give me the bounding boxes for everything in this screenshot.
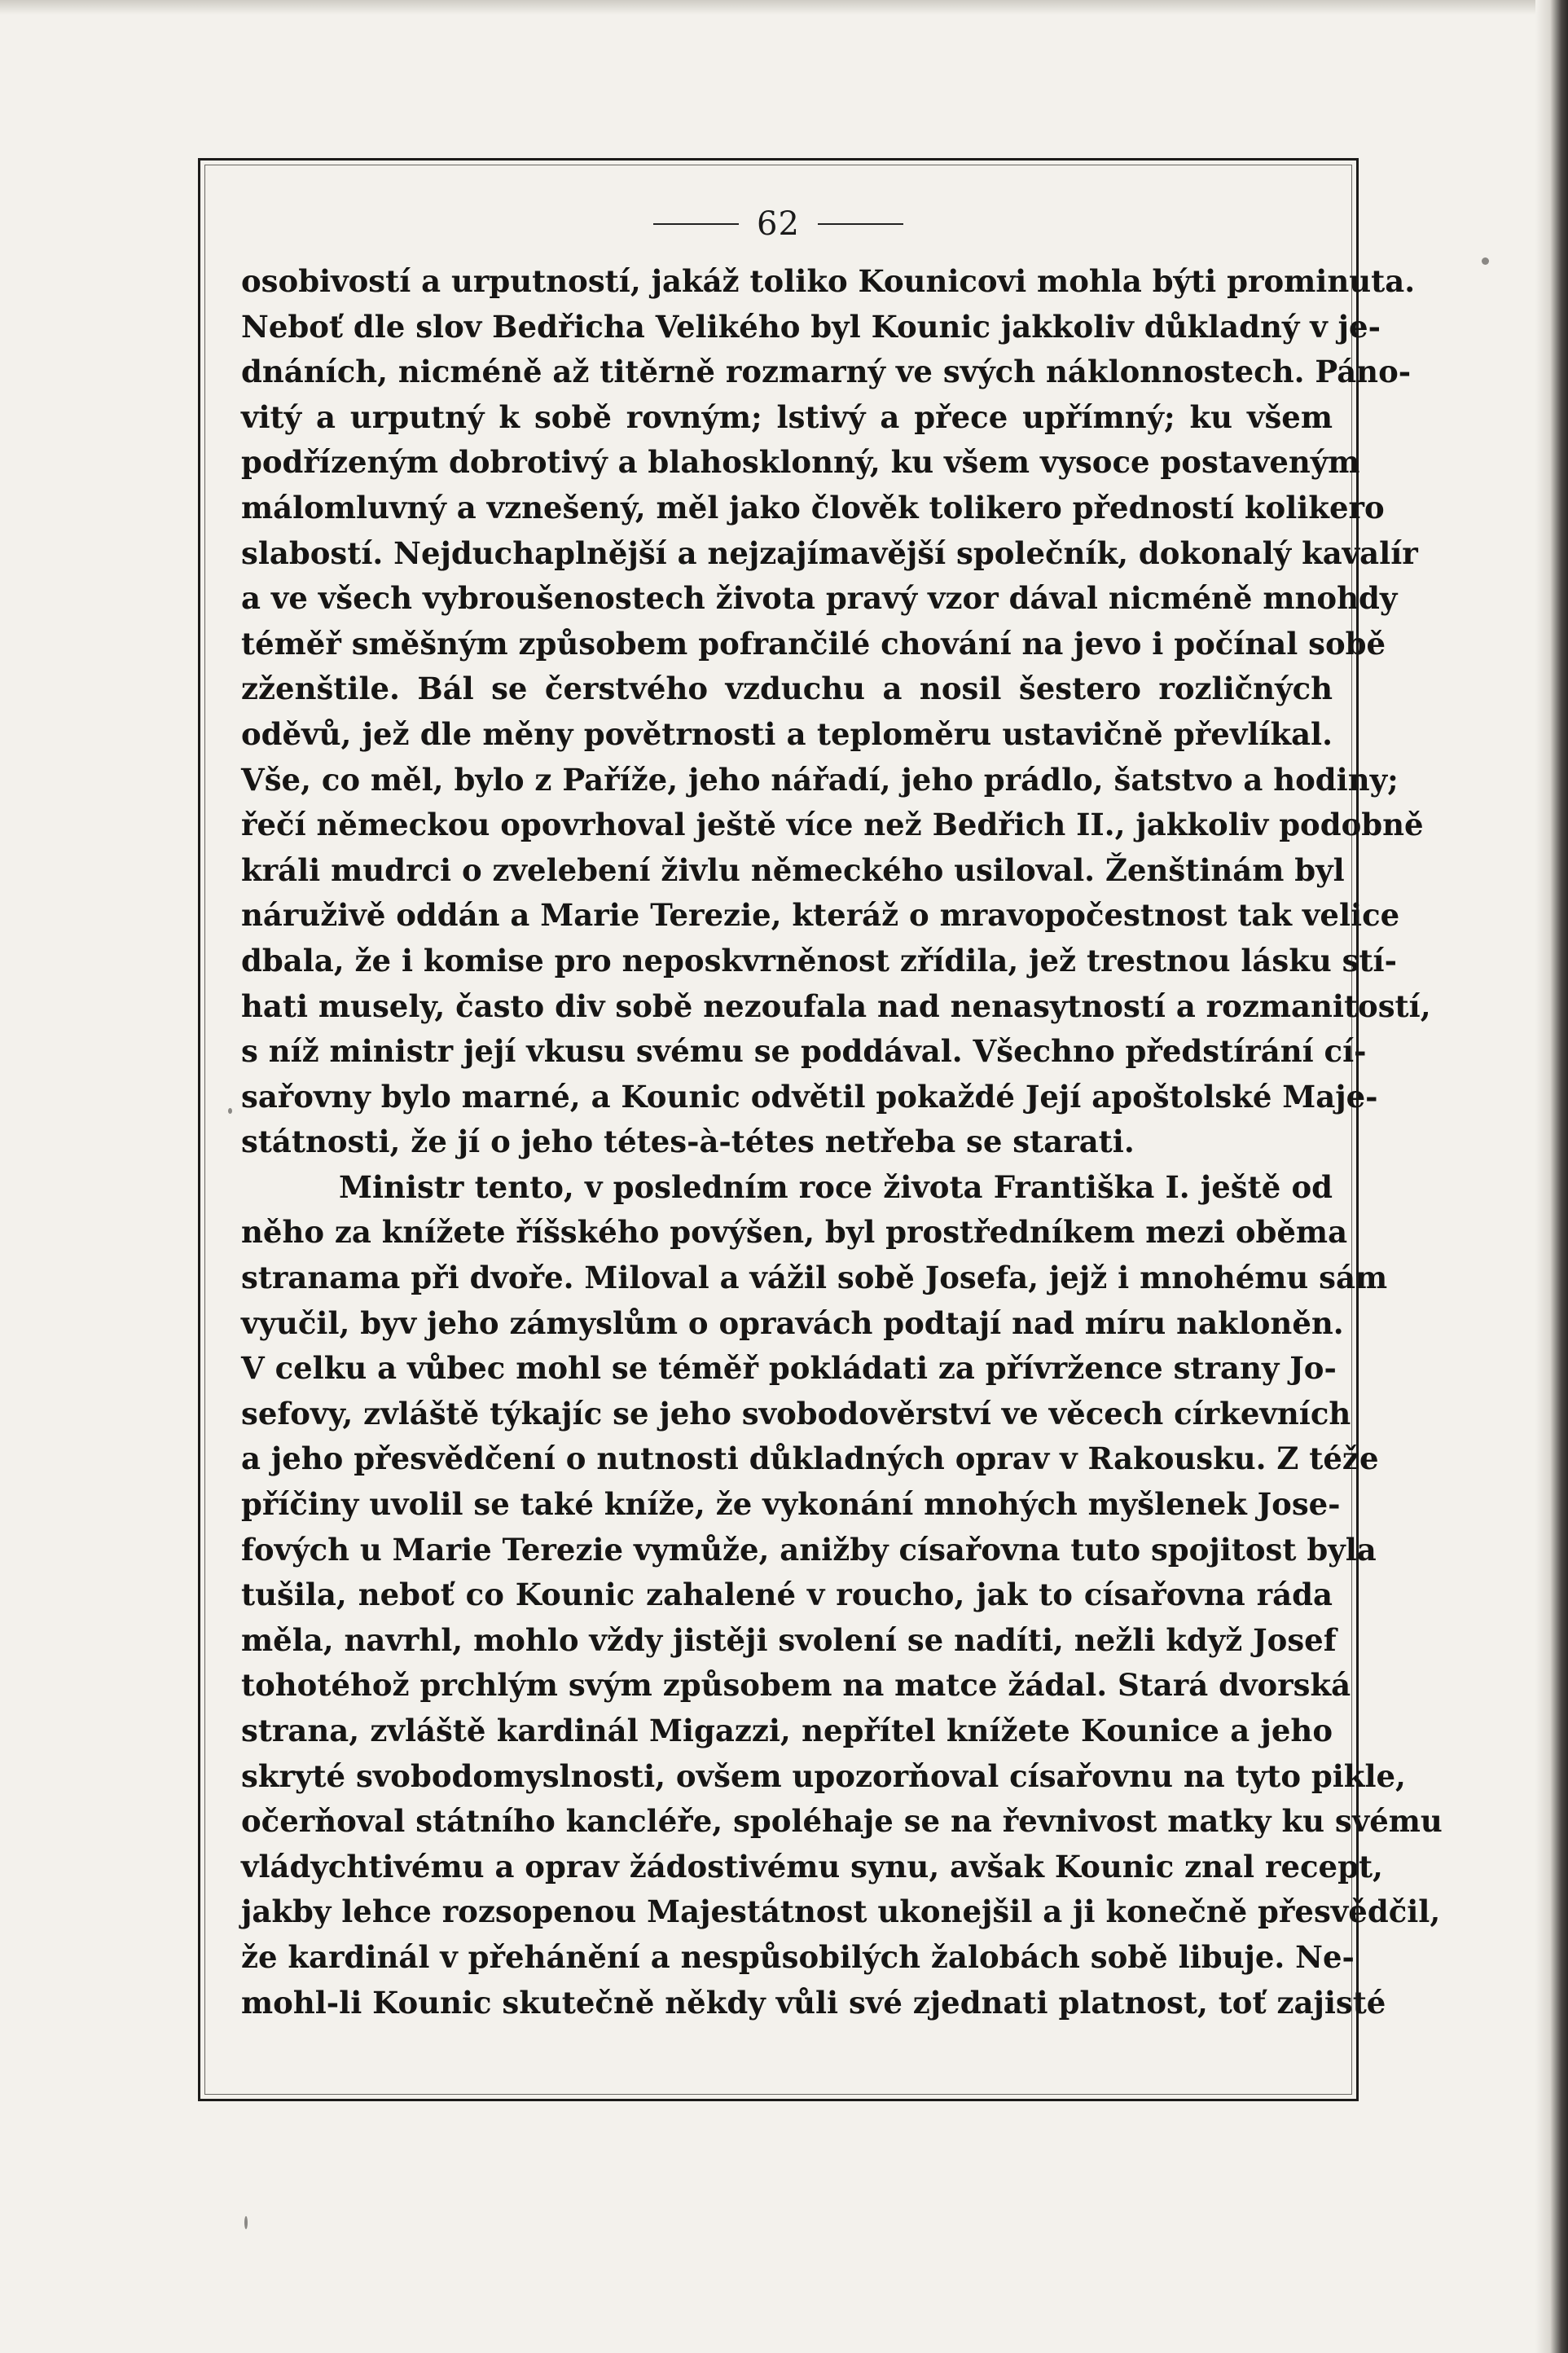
text-line: králi mudrci o zvelebení živlu německého usiloval. Ženštinám byl: [241, 851, 1345, 888]
text-line: osobivostí a urputností, jakáž toliko Kounicovi mohla býti prominuta.: [241, 263, 1416, 299]
text-line: Vše, co měl, bylo z Paříže, jeho nářadí, jeho prádlo, šatstvo a hodiny;: [241, 761, 1399, 798]
text-line: strana, zvláště kardinál Migazzi, nepřítel knížete Kounice a jeho: [241, 1713, 1333, 1748]
body-text: [241, 259, 1443, 2025]
paper-speck: [228, 1108, 232, 1114]
text-line: vyučil, byv jeho zámyslům o opravách podtají nad míru nakloněn.: [241, 1304, 1344, 1341]
paper-speck: [1482, 257, 1489, 265]
text-line: něho za knížete říšského povýšen, byl prostředníkem mezi oběma: [241, 1214, 1348, 1251]
text-line: málomluvný a vznešený, měl jako člověk tolikero předností kolikero: [241, 489, 1385, 526]
text-line: tušila, neboť co Kounic zahalené v roucho, jak to císařovna ráda: [241, 1577, 1333, 1613]
text-line: a ve všech vybroušenostech života pravý vzor dával nicméně mnohdy: [241, 580, 1398, 617]
text-line: vládychtivému a oprav žádostivému synu, avšak Kounic znal recept,: [241, 1848, 1383, 1885]
paper-speck: [244, 2216, 248, 2229]
text-line: sefovy, zvláště týkajíc se jeho svobodověrství ve věcech církevních: [241, 1395, 1351, 1432]
text-line: dnáních, nicméně až titěrně rozmarný ve svých náklonnostech. Páno-: [241, 354, 1412, 390]
text-line: V celku a vůbec mohl se téměř pokládati za přívržence strany Jo-: [241, 1350, 1337, 1387]
text-line: že kardinál v přehánění a nespůsobilých žalobách sobě libuje. Ne-: [241, 1938, 1355, 1975]
text-line-paragraph-start: Ministr tento, v posledním roce života Františka I. ještě od: [339, 1168, 1333, 1205]
text-line: Neboť dle slov Bedřicha Velikého byl Kounic jakkoliv důkladný v je-: [241, 308, 1381, 345]
text-line: a jeho přesvědčení o nutnosti důkladných oprav v Rakousku. Z téže: [241, 1440, 1379, 1477]
text-line: očerňoval státního kancléře, spoléhaje se na řevnivost matky ku svému: [241, 1803, 1443, 1840]
text-line: téměř směšným způsobem pofrančilé chování na jevo i počínal sobě: [241, 625, 1386, 662]
text-line: vitý a urputný k sobě rovným; lstivý a přece upřímný; ku všem: [241, 398, 1333, 435]
page-header: [198, 196, 1359, 253]
text-line: náruživě oddán a Marie Terezie, kteráž o mravopočestnost tak velice: [241, 897, 1400, 934]
text-line: podřízeným dobrotivý a blahosklonný, ku všem vysoce postaveným: [241, 444, 1360, 481]
text-line: příčiny uvolil se také kníže, že vykonání mnohých myšlenek Jose-: [241, 1486, 1341, 1523]
text-line: oděvů, jež dle měny povětrnosti a teploměru ustavičně převlíkal.: [241, 715, 1333, 752]
text-line: tohotéhož prchlým svým způsobem na matce žádal. Stará dvorská: [241, 1667, 1351, 1704]
text-line: skryté svobodomyslnosti, ovšem upozorňoval císařovnu na tyto pikle,: [241, 1757, 1406, 1794]
text-line: s níž ministr její vkusu svému se poddával. Všechno předstírání cí-: [241, 1033, 1367, 1070]
page-top-shadow: [0, 0, 1568, 15]
header-rule-right: [818, 223, 903, 225]
text-line: zženštile. Bál se čerstvého vzduchu a nosil šestero rozličných: [241, 671, 1333, 707]
text-line: fových u Marie Terezie vymůže, anižby císařovna tuto spojitost byla: [241, 1531, 1377, 1568]
page-number: 62: [757, 205, 800, 243]
text-line: sařovny bylo marné, a Kounic odvětil pokaždé Její apoštolské Maje-: [241, 1078, 1378, 1115]
text-line: řečí německou opovrhoval ještě více než Bedřich II., jakkoliv podobně: [241, 807, 1424, 843]
text-line: stranama při dvoře. Miloval a vážil sobě Josefa, jejž i mnohému sám: [241, 1260, 1388, 1296]
header-rule-left: [653, 223, 739, 225]
text-line: dbala, že i komise pro neposkvrněnost zřídila, jež trestnou lásku stí-: [241, 942, 1397, 979]
text-line: mohl-li Kounic skutečně někdy vůli své zjednati platnost, toť zajisté: [241, 1984, 1386, 2021]
text-line: jakby lehce rozsopenou Majestátnost ukonejšil a ji konečně přesvědčil,: [241, 1893, 1441, 1930]
text-line: hati musely, často div sobě nezoufala nad nenasytností a rozmanitostí,: [241, 987, 1431, 1024]
text-line-paragraph-end: státnosti, že jí o jeho tétes-à-tétes netřeba se starati.: [241, 1124, 1135, 1160]
text-line: slabostí. Nejduchaplnější a nejzajímavější společník, dokonalý kavalír: [241, 534, 1418, 571]
page-binding-edge: [1535, 0, 1568, 2353]
text-line: měla, navrhl, mohlo vždy jistěji svolení se nadíti, nežli když Josef: [241, 1621, 1337, 1658]
